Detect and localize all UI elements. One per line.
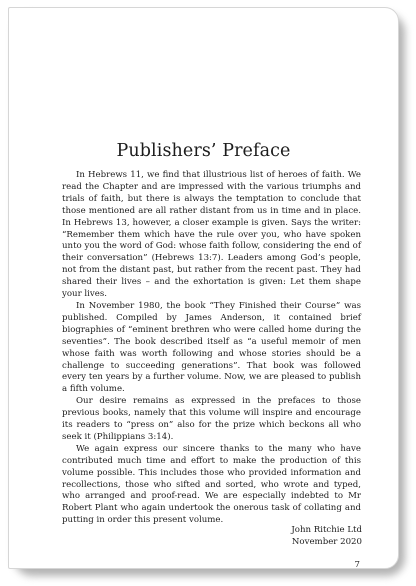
paragraph: In Hebrews 11, we find that illustrious list of heroes of faith. We read the Chapter and are impressed with the various triumphs and trials of faith, but there is always the temptation to conclude that those mentioned are all rather distant from us in time and in place. In Hebrews 13, however, a closer example is given. Says the writer: “Remember them which have the rule over you, who have spoken unto you the word of God: whose faith follow, considering the end of their conversation” (Hebrews 13:7). Leaders among God’s people, not from the distant past, but rather from the recent past. They had shared their lives – and the exhortation is given: Let them shape your lives. <box>62 170 361 300</box>
signature-publisher: John Ritchie Ltd <box>291 525 362 535</box>
paragraph: In November 1980, the book “They Finished their Course” was published. Compiled by James Anderson, it contained brief biographies of “eminent brethren who were called home during the seventies”. The book described itself as “a useful memoir of men whose faith was worth following and whose stories should be a challenge to succeeding generations”. That book was followed every ten years by a further volume. Now, we are pleased to publish a fifth volume. <box>62 300 361 395</box>
signature-block <box>62 525 362 549</box>
paragraph: Our desire remains as expressed in the prefaces to those previous books, namely that this volume will inspire and encourage its readers to “press on” also for the prize which beckons all who seek it (Philippians 3:14). <box>62 396 361 442</box>
page-number: 7 <box>354 560 360 570</box>
book-page <box>8 7 399 569</box>
signature-date: November 2020 <box>291 536 362 547</box>
page-title: Publishers’ Preface <box>116 141 291 161</box>
paragraph: We again express our sincere thanks to the many who have contributed much time and effort to make the production of this volume possible. This includes those who provided information and recollections, those who sifted and sorted, who wrote and typed, who arranged and proof-read. We are especially indebted to Mr Robert Plant who again undertook the onerous task of collating and putting in order this present volume. <box>62 443 361 526</box>
preface-body <box>62 170 361 527</box>
